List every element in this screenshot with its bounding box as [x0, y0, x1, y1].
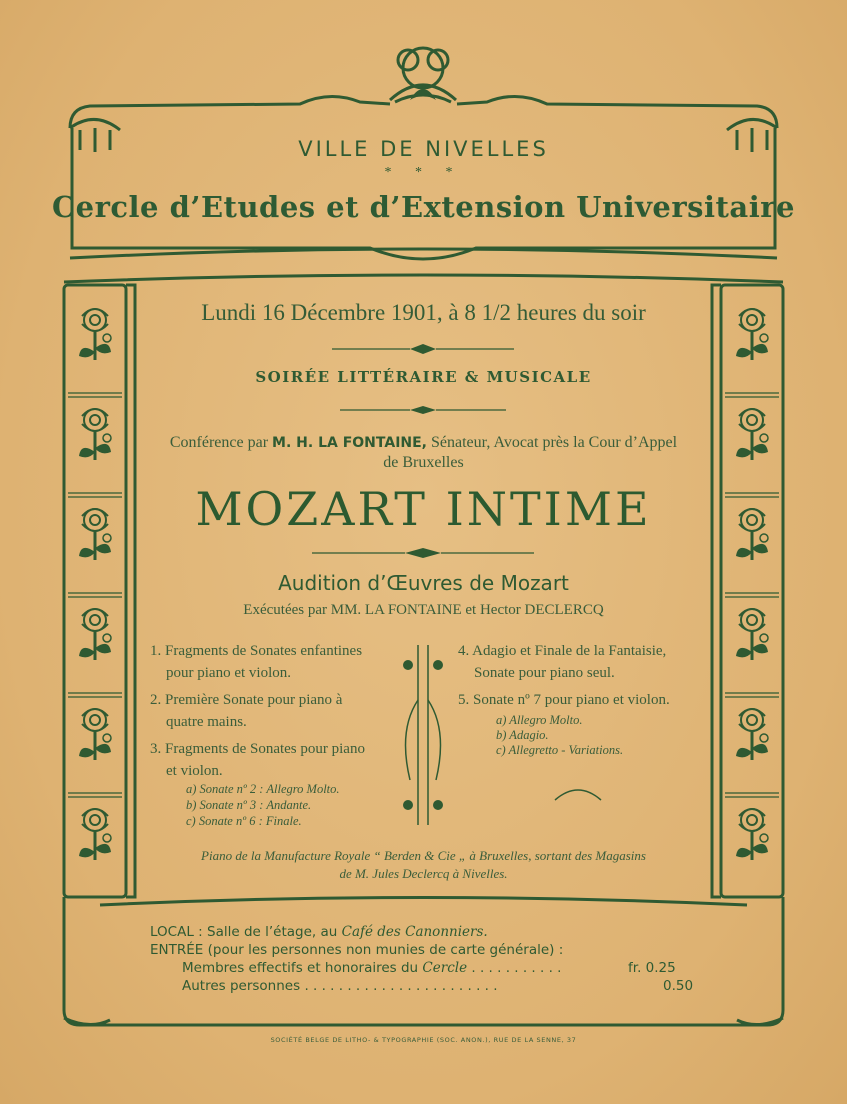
others-price: 0.50: [663, 978, 694, 994]
program-sub-item: c) Sonate nº 6 : Finale.: [186, 814, 302, 828]
program-item-3-line2: et violon.: [166, 763, 223, 779]
program-item-4-line1: 4. Adagio et Finale de la Fantaisie,: [458, 643, 667, 659]
program-item-3-line1: 3. Fragments de Sonates pour piano: [150, 741, 365, 757]
event-date: Lundi 16 Décembre 1901, à 8 1/2 heures du soir: [201, 300, 646, 325]
star-divider: * * *: [384, 165, 463, 180]
piano-note: Piano de la Manufacture Royale “ Berden & Cie „ à Bruxelles, sortant des Magasins: [201, 848, 646, 863]
conference-prefix: Conférence par: [169, 434, 269, 451]
members-line: [182, 960, 561, 976]
program-item-4-line2: Sonate pour piano seul.: [474, 665, 615, 681]
program-sub-item: a) Sonate nº 2 : Allegro Molto.: [186, 782, 340, 796]
members-cercle: Cercle: [422, 960, 468, 976]
event-subtitle: SOIRÉE LITTÉRAIRE & MUSICALE: [255, 368, 592, 386]
society-title: Cercle d’Etudes et d’Extension Universitaire: [52, 190, 795, 224]
program-sub-item: b) Sonate nº 3 : Andante.: [186, 798, 312, 812]
piano-note-2: de M. Jules Declercq à Nivelles.: [339, 866, 508, 881]
program-item-1-line1: 1. Fragments de Sonates enfantines: [150, 643, 363, 659]
program-sub-item: c) Allegretto - Variations.: [496, 743, 624, 757]
members-dots: . . . . . . . . . . .: [471, 960, 562, 976]
city-heading: VILLE DE NIVELLES: [298, 137, 549, 161]
program-item-2-line2: quatre mains.: [166, 714, 247, 730]
members-price: fr. 0.25: [628, 960, 676, 976]
local-text: Salle de l’étage, au: [207, 924, 338, 940]
performers-line: Exécutées par MM. LA FONTAINE et Hector DECLERCQ: [243, 602, 604, 618]
local-label: LOCAL :: [150, 924, 203, 940]
local-line: [150, 924, 488, 940]
program-item-5-line1: 5. Sonate nº 7 pour piano et violon.: [458, 692, 670, 708]
entree-line: ENTRÉE (pour les personnes non munies de carte générale) :: [150, 942, 564, 958]
program-item-1-line2: pour piano et violon.: [166, 665, 291, 681]
conference-line-2: de Bruxelles: [383, 454, 464, 471]
others-line: [182, 978, 498, 994]
speaker-name: M. H. LA FONTAINE,: [272, 435, 427, 451]
conference-line: [0, 434, 847, 452]
main-title: MOZART INTIME: [195, 482, 652, 536]
printer-credit: SOCIÉTÉ BELGE DE LITHO- & TYPOGRAPHIE (SOC. ANON.), RUE DE LA SENNE, 37: [270, 1036, 577, 1044]
program-sub-item: a) Allegro Molto.: [496, 713, 583, 727]
others-dots: . . . . . . . . . . . . . . . . . . . . . . .: [304, 978, 498, 994]
others-label: Autres personnes: [182, 978, 301, 994]
program-item-2-line1: 2. Première Sonate pour piano à: [150, 692, 343, 708]
members-label: Membres effectifs et honoraires du: [182, 960, 419, 976]
audition-heading: Audition d’Œuvres de Mozart: [278, 571, 569, 595]
conference-suffix: Sénateur, Avocat près la Cour d’Appel: [431, 434, 678, 451]
program-sub-item: b) Adagio.: [496, 728, 549, 742]
local-place: Café des Canonniers.: [341, 924, 488, 940]
